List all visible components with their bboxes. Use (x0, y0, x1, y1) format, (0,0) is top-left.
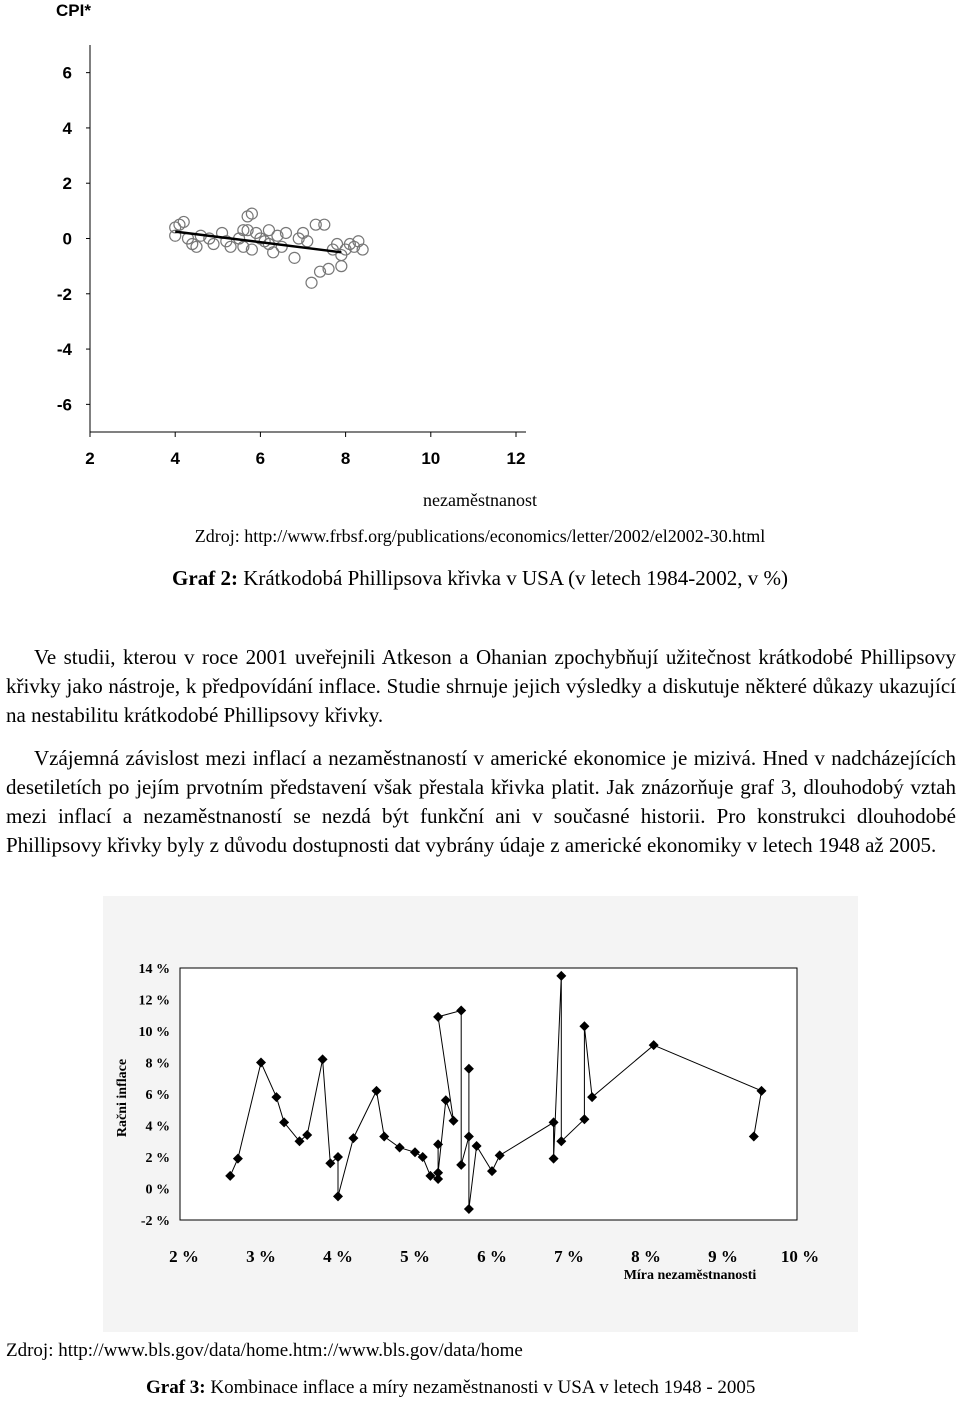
chart2-x-tick-label: 7 % (554, 1247, 584, 1266)
chart1-x-tick-label: 6 (255, 449, 266, 468)
chart2-y-tick-label: 6 % (145, 1088, 170, 1103)
chart1-y-tick-label: 2 (62, 174, 72, 194)
chart2-x-axis-title: Míra nezaměstnanosti (623, 1268, 757, 1283)
chart1-y-tick-label: 6 (62, 63, 72, 83)
chart2-x-tick-label: 10 % (780, 1247, 820, 1266)
chart2-y-tick-label: 0 % (145, 1182, 170, 1198)
chart2-y-tick-label: 2 % (145, 1151, 170, 1166)
chart1-y-tick-label: -6 (56, 395, 72, 415)
chart1-data-point (276, 241, 287, 252)
figure2-caption-label: Graf 3: (146, 1377, 206, 1398)
chart2-x-tick-label: 2 % (169, 1247, 199, 1266)
chart1-x-tick-label: 12 (506, 449, 526, 468)
chart1-data-point (306, 277, 317, 288)
chart2-x-tick-label: 9 % (708, 1247, 738, 1266)
chart2-x-tick-label: 6 % (477, 1247, 507, 1266)
chart-long-run-combination (0, 896, 960, 1332)
paragraph-2: Vzájemná závislost mezi inflací a nezaměstnaností v americké ekonomice je mizivá. Hned v nadcházejících desetiletích po jejím prvotním představení však přestala křivka platit. Jak znázorňuje graf 3, dlouhodobý vztah mezi inflací a nezaměstnaností se nezdá být funkční ani v současné historii. Pro konstrukci dlouhodobé Phillipsovy křivky byly z důvodu dostupnosti dat vybrány údaje z americké ekonomiky v letech 1948 až 2005. (6, 746, 956, 857)
figure2-caption-text: Kombinace inflace a míry nezaměstnanosti v USA v letech 1948 - 2005 (205, 1377, 756, 1398)
chart1-tick-labels (57, 64, 526, 468)
chart2-y-tick-label: -2 % (140, 1214, 170, 1229)
chart2-y-tick-label: 12 % (138, 993, 170, 1009)
chart1-x-tick-label: 8 (340, 449, 351, 468)
chart2-x-tick-label: 5 % (400, 1247, 430, 1266)
chart1-y-tick-label: 4 (62, 118, 72, 138)
chart2-x-tick-label: 4 % (323, 1247, 353, 1266)
chart1-y-axis-title: CPI* (56, 1, 91, 20)
chart1-x-axis-title: nezaměstnanost (423, 490, 537, 510)
chart1-points (170, 208, 368, 288)
chart1-data-point (289, 252, 300, 263)
figure1-caption-text: Krátkodobá Phillipsova křivka v USA (v letech 1984-2002, v %) (237, 566, 788, 590)
chart1-y-tick-label: 0 (62, 229, 72, 249)
chart2-y-tick-label: 14 % (138, 962, 170, 977)
chart2-x-tick-label: 3 % (246, 1247, 276, 1266)
figure2-caption (146, 1377, 755, 1399)
chart1-x-tick-label: 2 (85, 449, 95, 468)
figure1-caption-label: Graf 2: (172, 566, 238, 590)
chart2-y-tick-label: 10 % (138, 1025, 170, 1040)
figure2-source: Zdroj: http://www.bls.gov/data/home.htm://www.bls.gov/data/home (6, 1340, 523, 1361)
chart-short-run-phillips (0, 0, 960, 480)
chart1-x-tick-label: 10 (421, 449, 441, 468)
chart1-data-point (336, 261, 347, 272)
chart1-axes (86, 45, 526, 437)
chart1-x-tick-label: 4 (170, 449, 180, 468)
figure1-source: Zdroj: http://www.frbsf.org/publications/economics/letter/2002/el2002-30.html (194, 526, 766, 546)
chart2-y-axis-title: Račni inflace (115, 1058, 130, 1138)
figure1-caption (0, 566, 960, 591)
chart1-data-point (319, 219, 330, 230)
chart1-y-tick-label: -2 (56, 284, 72, 304)
paragraph-1: Ve studii, kterou v roce 2001 uveřejnili Atkeson a Ohanian zpochybňují užitečnost krátkodobé Phillipsovy křivky jako nástroje, k předpovídání inflace. Studie shrnuje jejich výsledky a diskutuje některé důkazy ukazující na nestabilitu krátkodobé Phillipsovy křivky. (6, 645, 956, 727)
chart2-y-tick-label: 4 % (145, 1119, 170, 1135)
chart2-x-tick-label: 8 % (631, 1247, 661, 1266)
chart1-y-tick-label: -4 (56, 340, 72, 360)
chart2-plot-frame (180, 968, 797, 1220)
chart2-y-tick-label: 8 % (145, 1056, 170, 1072)
